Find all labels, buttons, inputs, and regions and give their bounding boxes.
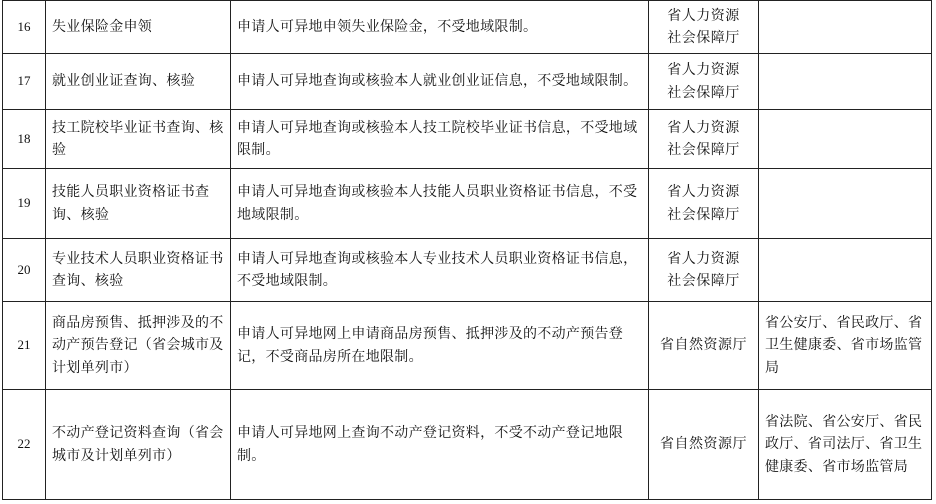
cooperating-departments: 省公安厅、省民政厅、省卫生健康委、省市场监管局 bbox=[759, 302, 932, 390]
lead-department: 省自然资源厅 bbox=[649, 302, 759, 390]
table-row bbox=[3, 239, 932, 302]
service-name: 不动产登记资料查询（省会城市及计划单列市） bbox=[46, 390, 231, 500]
service-name: 商品房预售、抵押涉及的不动产预告登记（省会城市及计划单列市） bbox=[46, 302, 231, 390]
lead-department: 省人力资源 社会保障厅 bbox=[649, 239, 759, 302]
lead-department: 省自然资源厅 bbox=[649, 390, 759, 500]
table-row bbox=[3, 54, 932, 110]
service-description: 申请人可异地查询或核验本人技能人员职业资格证书信息，不受地域限制。 bbox=[231, 169, 649, 239]
service-description: 申请人可异地网上申请商品房预售、抵押涉及的不动产预告登记，不受商品房所在地限制。 bbox=[231, 302, 649, 390]
cooperating-departments: 省法院、省公安厅、省民政厅、省司法厅、省卫生健康委、省市场监管局 bbox=[759, 390, 932, 500]
lead-department: 省人力资源 社会保障厅 bbox=[649, 54, 759, 110]
table-row bbox=[3, 302, 932, 390]
cooperating-departments bbox=[759, 169, 932, 239]
table-row bbox=[3, 390, 932, 500]
row-number: 16 bbox=[3, 1, 46, 54]
row-number: 17 bbox=[3, 54, 46, 110]
service-description: 申请人可异地查询或核验本人就业创业证信息，不受地域限制。 bbox=[231, 54, 649, 110]
service-table bbox=[2, 0, 932, 500]
table-row bbox=[3, 169, 932, 239]
row-number: 20 bbox=[3, 239, 46, 302]
table-row bbox=[3, 110, 932, 169]
service-name: 失业保险金申领 bbox=[46, 1, 231, 54]
cooperating-departments bbox=[759, 1, 932, 54]
row-number: 18 bbox=[3, 110, 46, 169]
table-row bbox=[3, 1, 932, 54]
service-name: 就业创业证查询、核验 bbox=[46, 54, 231, 110]
cooperating-departments bbox=[759, 110, 932, 169]
service-description: 申请人可异地网上查询不动产登记资料，不受不动产登记地限制。 bbox=[231, 390, 649, 500]
lead-department: 省人力资源 社会保障厅 bbox=[649, 169, 759, 239]
row-number: 22 bbox=[3, 390, 46, 500]
lead-department: 省人力资源 社会保障厅 bbox=[649, 110, 759, 169]
service-description: 申请人可异地查询或核验本人技工院校毕业证书信息，不受地域限制。 bbox=[231, 110, 649, 169]
service-name: 专业技术人员职业资格证书查询、核验 bbox=[46, 239, 231, 302]
service-name: 技工院校毕业证书查询、核验 bbox=[46, 110, 231, 169]
service-description: 申请人可异地查询或核验本人专业技术人员职业资格证书信息，不受地域限制。 bbox=[231, 239, 649, 302]
row-number: 19 bbox=[3, 169, 46, 239]
lead-department: 省人力资源 社会保障厅 bbox=[649, 1, 759, 54]
cooperating-departments bbox=[759, 239, 932, 302]
service-name: 技能人员职业资格证书查询、核验 bbox=[46, 169, 231, 239]
row-number: 21 bbox=[3, 302, 46, 390]
cooperating-departments bbox=[759, 54, 932, 110]
service-description: 申请人可异地申领失业保险金，不受地域限制。 bbox=[231, 1, 649, 54]
